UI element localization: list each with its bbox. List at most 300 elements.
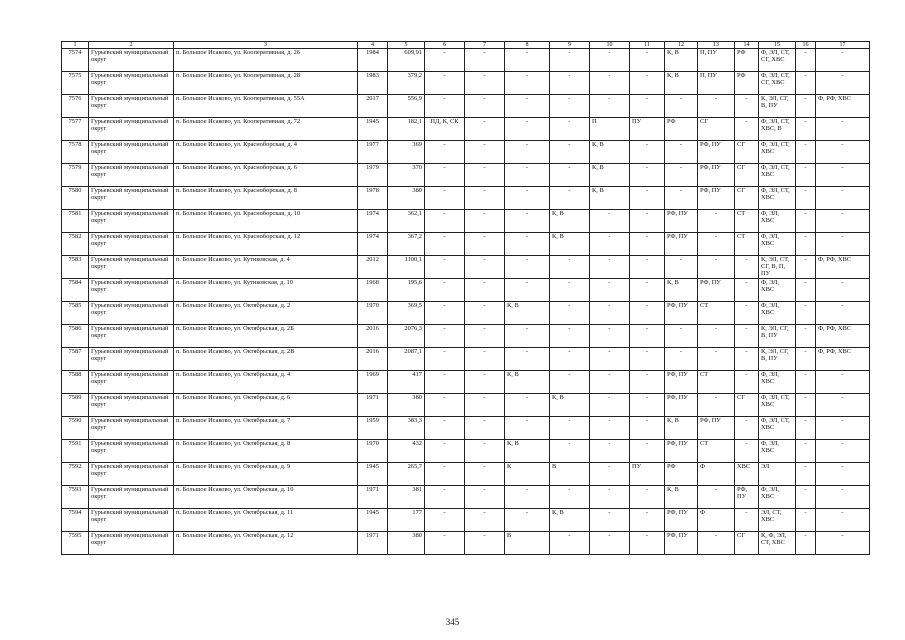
table-cell-col-4: 1984 [358,49,388,72]
table-cell-col-1: 7584 [62,279,89,302]
table-cell-col-6: - [425,440,465,463]
table-cell-col-15: Ф, ЭЛ, ХВС [759,486,796,509]
column-number-row [62,42,870,49]
table-cell-col-7: - [465,256,505,279]
table-cell-col-1: 7580 [62,187,89,210]
table-row [62,49,870,72]
table-cell-col-2: Гурьевский муниципальный округ [89,302,174,325]
table-cell-col-6: - [425,233,465,256]
table-cell-col-8: К [505,463,550,486]
table-cell-col-11: - [630,210,665,233]
table-cell-col-5: 370 [388,164,425,187]
table-cell-col-13: - [698,486,735,509]
table-cell-col-4: 2016 [358,325,388,348]
table-cell-col-2: Гурьевский муниципальный округ [89,256,174,279]
table-cell-col-17: - [816,509,870,532]
table-cell-col-17: - [816,118,870,141]
table-cell-col-14: - [735,279,759,302]
table-cell-col-16: - [796,325,816,348]
table-cell-col-14: ХВС [735,463,759,486]
table-cell-col-15: Ф, ЭЛ, ХВС [759,210,796,233]
table-cell-col-11: - [630,49,665,72]
table-cell-col-12: РФ, ПУ [665,371,698,394]
table-cell-col-15: К, ЭЛ, СГ, В, ПУ [759,348,796,371]
table-cell-col-15: Ф, ЭЛ, ХВС [759,440,796,463]
table-cell-col-4: 2012 [358,256,388,279]
table-cell-col-9: В [550,463,590,486]
table-row [62,417,870,440]
column-number-cell: 4 [358,42,388,49]
column-number-cell: 5 [388,42,425,49]
table-cell-col-4: 1974 [358,210,388,233]
table-cell-col-6: - [425,325,465,348]
table-cell-col-9: - [550,440,590,463]
table-cell-col-8: - [505,325,550,348]
table-cell-col-9: - [550,118,590,141]
table-cell-col-3: п. Большое Исаково, ул. Октябрьская, д. 6 [174,394,358,417]
table-cell-col-13: РФ, ПУ [698,187,735,210]
table-cell-col-2: Гурьевский муниципальный округ [89,210,174,233]
table-cell-col-3: п. Большое Исаково, ул. Октябрьская, д. 11 [174,509,358,532]
table-cell-col-10: - [590,325,630,348]
table-cell-col-13: - [698,233,735,256]
table-cell-col-10: - [590,49,630,72]
table-cell-col-5: 195,6 [388,279,425,302]
table-cell-col-12: К, В [665,417,698,440]
table-cell-col-2: Гурьевский муниципальный округ [89,49,174,72]
table-cell-col-8: - [505,164,550,187]
table-row [62,72,870,95]
table-cell-col-2: Гурьевский муниципальный округ [89,187,174,210]
table-cell-col-11: - [630,325,665,348]
table-cell-col-15: Ф, ЭЛ, СТ, ХВС [759,141,796,164]
table-cell-col-6: - [425,463,465,486]
table-cell-col-5: 383,3 [388,417,425,440]
table-cell-col-7: - [465,325,505,348]
table-cell-col-15: Ф, ЭЛ, ХВС [759,233,796,256]
table-cell-col-4: 1959 [358,417,388,440]
table-cell-col-11: - [630,233,665,256]
table-cell-col-3: п. Большое Исаково, ул. Кооперативная, д. 28 [174,72,358,95]
table-cell-col-1: 7595 [62,532,89,555]
table-row [62,279,870,302]
table-cell-col-8: - [505,49,550,72]
table-cell-col-4: 1978 [358,187,388,210]
column-number-cell: 3 [174,42,358,49]
table-cell-col-17: - [816,164,870,187]
table-cell-col-11: - [630,371,665,394]
table-cell-col-4: 1974 [358,233,388,256]
table-cell-col-4: 1969 [358,371,388,394]
table-cell-col-13: - [698,348,735,371]
table-cell-col-12: - [665,141,698,164]
table-cell-col-12: РФ, ПУ [665,509,698,532]
column-number-cell: 1 [62,42,89,49]
table-cell-col-5: 182,1 [388,118,425,141]
table-cell-col-7: - [465,279,505,302]
table-cell-col-7: - [465,486,505,509]
table-cell-col-7: - [465,440,505,463]
table-cell-col-16: - [796,371,816,394]
table-cell-col-15: Ф, ЭЛ, СТ, ХВС, В [759,118,796,141]
table-cell-col-9: - [550,95,590,118]
table-cell-col-16: - [796,279,816,302]
table-cell-col-12: РФ, ПУ [665,302,698,325]
table-cell-col-4: 1971 [358,486,388,509]
table-cell-col-6: ПД, К, СК [425,118,465,141]
table-cell-col-1: 7591 [62,440,89,463]
table-row [62,302,870,325]
table-cell-col-17: - [816,72,870,95]
table-cell-col-15: Ф, ЭЛ, ХВС [759,302,796,325]
table-cell-col-13: СТ [698,371,735,394]
table-cell-col-10: - [590,486,630,509]
table-row [62,394,870,417]
table-cell-col-16: - [796,256,816,279]
table-cell-col-9: К, В [550,210,590,233]
table-cell-col-2: Гурьевский муниципальный округ [89,440,174,463]
table-cell-col-1: 7581 [62,210,89,233]
table-cell-col-3: п. Большое Исаково, ул. Октябрьская, д. 8 [174,440,358,463]
table-cell-col-17: - [816,187,870,210]
table-cell-col-13: - [698,210,735,233]
table-cell-col-11: - [630,417,665,440]
table-cell-col-1: 7590 [62,417,89,440]
table-cell-col-12: - [665,164,698,187]
table-cell-col-1: 7585 [62,302,89,325]
table-cell-col-8: - [505,187,550,210]
table-cell-col-13: - [698,256,735,279]
table-cell-col-17: Ф, РФ, ХВС [816,325,870,348]
table-cell-col-4: 1979 [358,164,388,187]
table-cell-col-8: - [505,210,550,233]
table-cell-col-7: - [465,187,505,210]
table-cell-col-3: п. Большое Исаково, ул. Красноборская, д. 6 [174,164,358,187]
table-cell-col-3: п. Большое Исаково, ул. Октябрьская, д. 9 [174,463,358,486]
table-cell-col-8: - [505,141,550,164]
table-cell-col-17: - [816,440,870,463]
table-cell-col-10: - [590,532,630,555]
table-cell-col-16: - [796,509,816,532]
table-cell-col-6: - [425,509,465,532]
table-cell-col-1: 7574 [62,49,89,72]
table-cell-col-8: - [505,417,550,440]
table-row [62,233,870,256]
table-cell-col-15: Ф, ЭЛ, СТ, СГ, ХВС [759,49,796,72]
table-cell-col-12: - [665,187,698,210]
table-cell-col-15: К, ЭЛ, СТ, СГ, В, П, ПУ [759,256,796,279]
table-cell-col-1: 7589 [62,394,89,417]
table-cell-col-7: - [465,118,505,141]
table-cell-col-14: РФ, ПУ [735,486,759,509]
table-cell-col-17: - [816,463,870,486]
table-cell-col-1: 7588 [62,371,89,394]
table-cell-col-4: 1983 [358,72,388,95]
table-cell-col-14: СГ [735,532,759,555]
table-cell-col-7: - [465,463,505,486]
table-cell-col-1: 7593 [62,486,89,509]
table-cell-col-11: - [630,95,665,118]
table-cell-col-11: - [630,348,665,371]
table-cell-col-12: РФ, ПУ [665,440,698,463]
table-cell-col-16: - [796,463,816,486]
table-cell-col-8: - [505,348,550,371]
table-cell-col-13: РФ, ПУ [698,164,735,187]
table-cell-col-4: 1970 [358,440,388,463]
table-cell-col-14: - [735,371,759,394]
table-cell-col-13: Ф [698,509,735,532]
table-cell-col-13: РФ, ПУ [698,417,735,440]
table-cell-col-16: - [796,417,816,440]
table-cell-col-8: - [505,233,550,256]
table-cell-col-2: Гурьевский муниципальный округ [89,417,174,440]
table-cell-col-15: К, Ф, ЭЛ, СТ, ХВС [759,532,796,555]
table-row [62,509,870,532]
table-cell-col-12: РФ, ПУ [665,532,698,555]
table-cell-col-16: - [796,164,816,187]
table-cell-col-15: Ф, ЭЛ, СТ, ХВС [759,417,796,440]
table-cell-col-2: Гурьевский муниципальный округ [89,394,174,417]
table-cell-col-10: - [590,279,630,302]
table-cell-col-7: - [465,348,505,371]
column-number-cell: 15 [759,42,796,49]
table-cell-col-10: - [590,302,630,325]
table-cell-col-11: - [630,72,665,95]
table-cell-col-5: 2076,3 [388,325,425,348]
table-cell-col-10: - [590,394,630,417]
table-cell-col-5: 432 [388,440,425,463]
table-row [62,486,870,509]
table-cell-col-4: 1945 [358,463,388,486]
table-cell-col-9: - [550,417,590,440]
column-number-cell: 16 [796,42,816,49]
table-row [62,95,870,118]
table-row [62,164,870,187]
table-cell-col-6: - [425,72,465,95]
table-cell-col-6: - [425,348,465,371]
table-cell-col-7: - [465,141,505,164]
table-cell-col-14: СТ [735,210,759,233]
table-cell-col-2: Гурьевский муниципальный округ [89,95,174,118]
table-cell-col-12: - [665,325,698,348]
table-row [62,187,870,210]
table-row [62,141,870,164]
table-cell-col-12: К, В [665,49,698,72]
table-cell-col-15: Ф, ЭЛ, СТ, СГ, ХВС [759,72,796,95]
table-cell-col-13: П, ПУ [698,49,735,72]
table-cell-col-12: К, В [665,486,698,509]
column-number-cell: 12 [665,42,698,49]
table-cell-col-6: - [425,417,465,440]
table-cell-col-14: - [735,256,759,279]
table-cell-col-16: - [796,187,816,210]
table-cell-col-11: - [630,279,665,302]
table-cell-col-16: - [796,118,816,141]
table-cell-col-14: - [735,302,759,325]
table-cell-col-9: - [550,302,590,325]
table-cell-col-1: 7592 [62,463,89,486]
registry-table-page [61,41,869,555]
table-cell-col-15: Ф, ЭЛ, ХВС [759,371,796,394]
table-cell-col-16: - [796,49,816,72]
table-cell-col-17: - [816,49,870,72]
table-cell-col-13: П, ПУ [698,72,735,95]
table-row [62,118,870,141]
table-cell-col-10: - [590,95,630,118]
table-cell-col-7: - [465,72,505,95]
table-cell-col-7: - [465,233,505,256]
table-cell-col-7: - [465,371,505,394]
table-cell-col-8: - [505,72,550,95]
table-cell-col-10: - [590,417,630,440]
table-cell-col-1: 7578 [62,141,89,164]
table-cell-col-8: - [505,95,550,118]
table-cell-col-6: - [425,394,465,417]
table-cell-col-11: - [630,509,665,532]
table-cell-col-6: - [425,302,465,325]
table-cell-col-16: - [796,486,816,509]
table-cell-col-6: - [425,279,465,302]
table-cell-col-14: СГ [735,141,759,164]
table-cell-col-10: - [590,72,630,95]
table-cell-col-3: п. Большое Исаково, ул. Октябрьская, д. 12 [174,532,358,555]
table-cell-col-9: - [550,141,590,164]
table-cell-col-10: К, В [590,141,630,164]
table-cell-col-10: - [590,256,630,279]
page-number: 345 [445,617,460,627]
table-cell-col-8: - [505,394,550,417]
table-cell-col-5: 369,5 [388,302,425,325]
table-cell-col-4: 1977 [358,141,388,164]
table-cell-col-2: Гурьевский муниципальный округ [89,371,174,394]
table-cell-col-7: - [465,95,505,118]
table-cell-col-1: 7575 [62,72,89,95]
table-cell-col-3: п. Большое Исаково, ул. Кутиковская, д. 10 [174,279,358,302]
table-cell-col-5: 2087,1 [388,348,425,371]
table-cell-col-15: Ф, ЭЛ, СТ, ХВС [759,394,796,417]
table-cell-col-15: ЭЛ, СТ, ХВС [759,509,796,532]
table-cell-col-9: К, В [550,233,590,256]
table-cell-col-17: - [816,486,870,509]
table-cell-col-13: - [698,325,735,348]
table-cell-col-9: - [550,371,590,394]
table-cell-col-14: СТ [735,233,759,256]
table-cell-col-11: - [630,486,665,509]
table-cell-col-7: - [465,210,505,233]
table-cell-col-2: Гурьевский муниципальный округ [89,164,174,187]
table-cell-col-2: Гурьевский муниципальный округ [89,118,174,141]
table-cell-col-11: - [630,164,665,187]
table-cell-col-3: п. Большое Исаково, ул. Октябрьская, д. 7 [174,417,358,440]
table-cell-col-10: - [590,371,630,394]
table-cell-col-14: - [735,509,759,532]
table-cell-col-4: 1971 [358,394,388,417]
table-cell-col-8: К, В [505,302,550,325]
table-cell-col-17: - [816,233,870,256]
table-cell-col-2: Гурьевский муниципальный округ [89,72,174,95]
table-cell-col-14: - [735,348,759,371]
table-cell-col-1: 7583 [62,256,89,279]
table-cell-col-16: - [796,72,816,95]
table-row [62,440,870,463]
table-cell-col-6: - [425,210,465,233]
table-cell-col-1: 7576 [62,95,89,118]
table-cell-col-17: - [816,141,870,164]
table-cell-col-14: - [735,440,759,463]
table-cell-col-3: п. Большое Исаково, ул. Красноборская, д. 4 [174,141,358,164]
table-cell-col-3: п. Большое Исаково, ул. Кутиковская, д. 4 [174,256,358,279]
column-number-cell: 6 [425,42,465,49]
table-cell-col-4: 2017 [358,95,388,118]
table-cell-col-15: К, ЭЛ, СГ, В, ПУ [759,325,796,348]
table-cell-col-8: К, В [505,371,550,394]
table-cell-col-8: - [505,256,550,279]
table-cell-col-9: - [550,532,590,555]
table-cell-col-1: 7586 [62,325,89,348]
column-number-cell: 14 [735,42,759,49]
table-cell-col-6: - [425,256,465,279]
table-cell-col-11: - [630,394,665,417]
table-cell-col-8: - [505,509,550,532]
table-cell-col-4: 1970 [358,302,388,325]
table-cell-col-10: - [590,509,630,532]
table-cell-col-1: 7577 [62,118,89,141]
table-cell-col-3: п. Большое Исаково, ул. Октябрьская, д. 4 [174,371,358,394]
table-cell-col-14: - [735,325,759,348]
table-cell-col-12: К, В [665,279,698,302]
table-cell-col-8: К, В [505,440,550,463]
column-number-cell: 11 [630,42,665,49]
table-cell-col-17: - [816,210,870,233]
table-row [62,463,870,486]
table-cell-col-5: 380 [388,187,425,210]
table-cell-col-5: 380 [388,532,425,555]
table-cell-col-3: п. Большое Исаково, ул. Кооперативная, д. 26 [174,49,358,72]
table-cell-col-15: ЭЛ [759,463,796,486]
table-cell-col-7: - [465,532,505,555]
table-cell-col-16: - [796,394,816,417]
table-cell-col-9: - [550,279,590,302]
table-cell-col-13: РФ, ПУ [698,141,735,164]
table-cell-col-9: К, В [550,509,590,532]
table-cell-col-17: - [816,417,870,440]
table-row [62,371,870,394]
table-cell-col-15: Ф, ЭЛ, СТ, ХВС [759,164,796,187]
column-number-cell: 9 [550,42,590,49]
table-cell-col-17: Ф, РФ, ХВС [816,95,870,118]
table-cell-col-16: - [796,95,816,118]
table-cell-col-14: - [735,417,759,440]
table-row [62,325,870,348]
table-cell-col-4: 1945 [358,509,388,532]
table-cell-col-13: Ф [698,463,735,486]
table-cell-col-7: - [465,164,505,187]
table-cell-col-11: - [630,141,665,164]
table-cell-col-11: - [630,302,665,325]
column-number-cell: 10 [590,42,630,49]
table-cell-col-16: - [796,302,816,325]
table-cell-col-5: 556,9 [388,95,425,118]
table-cell-col-9: - [550,486,590,509]
table-cell-col-16: - [796,348,816,371]
table-cell-col-10: - [590,233,630,256]
table-cell-col-12: - [665,256,698,279]
table-row [62,532,870,555]
table-cell-col-3: п. Большое Исаково, ул. Октябрьская, д. 2Б [174,325,358,348]
table-cell-col-11: - [630,440,665,463]
table-cell-col-10: К, В [590,187,630,210]
column-number-cell: 8 [505,42,550,49]
